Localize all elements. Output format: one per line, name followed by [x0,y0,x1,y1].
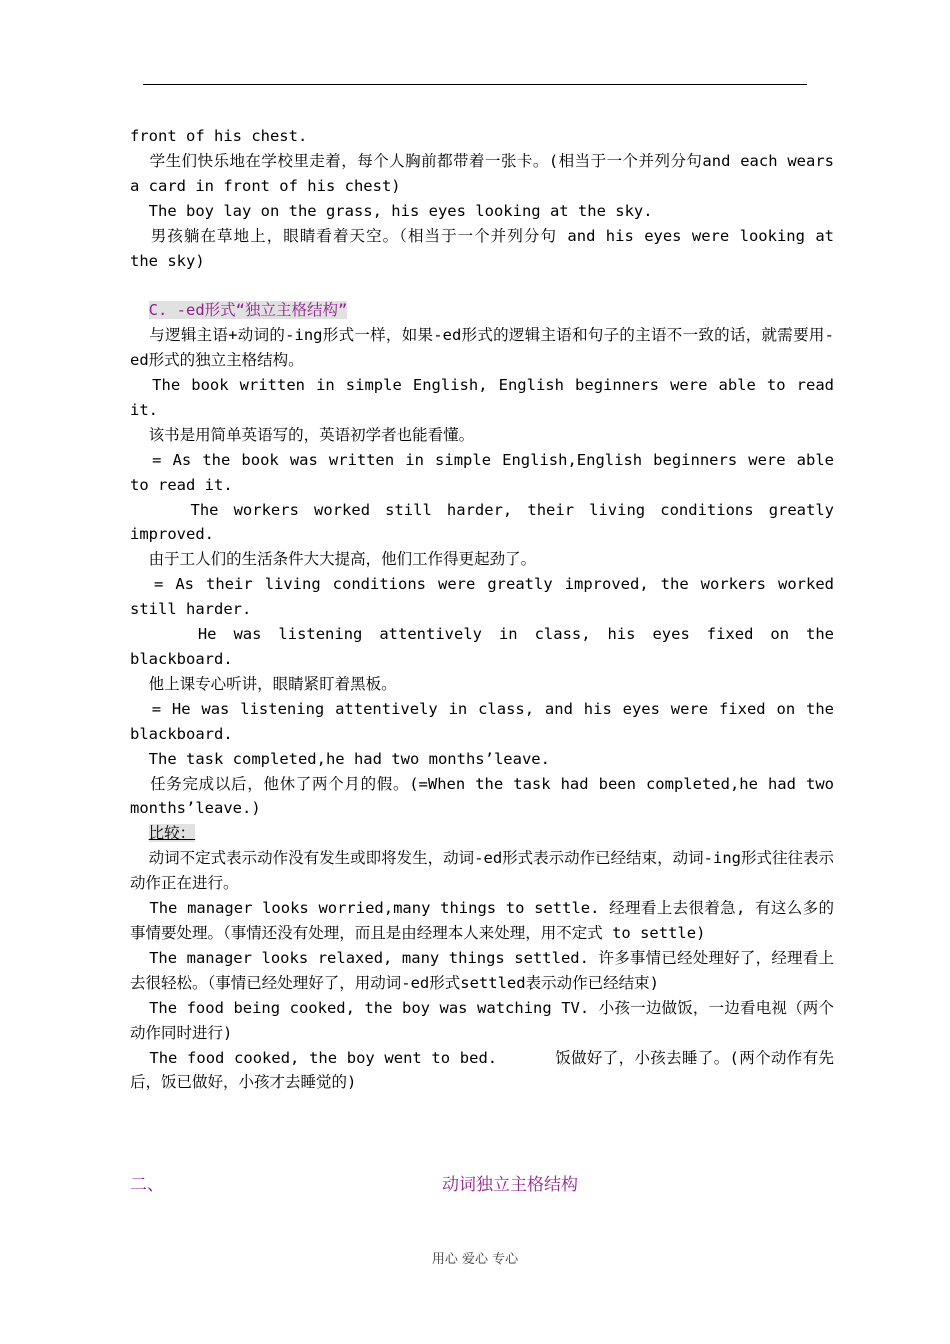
paragraph: 该书是用简单英语写的，英语初学者也能看懂。 [130,425,475,444]
paragraph: = As their living conditions were greatly improved, the workers worked still harder. [130,575,844,619]
paragraph: The food being cooked, the boy was watching TV. 小孩一边做饭，一边看电视（两个动作同时进行) [130,998,834,1042]
paragraph: = He was listening attentively in class, and his eyes were fixed on the blackboard. [130,699,844,743]
blank-line [130,273,834,298]
paragraph: 男孩躺在草地上，眼睛看着天空。（相当于一个并列分句 and his eyes were looking at the sky) [130,226,844,270]
paragraph: 任务完成以后，他休了两个月的假。(=When the task had been completed,he had two months’leave.) [130,774,844,818]
section-c-heading: C. -ed形式“独立主格结构” [148,301,348,320]
section-c-heading-line [130,298,834,323]
paragraph: The food cooked, the boy went to bed. 饭做好了，小孩去睡了。(两个动作有先后，饭已做好，小孩才去睡觉的) [130,1048,834,1092]
paragraph: The task completed,he had two months’leave. [130,749,550,768]
paragraph: front of his chest. [130,127,308,145]
paragraph: 由于工人们的生活条件大大提高，他们工作得更起劲了。 [130,550,537,569]
compare-label-line [130,821,834,846]
section-2-title: 动词独立主格结构 [442,1175,578,1195]
page-footer: 用心 爱心 专心 [431,1252,519,1267]
paragraph: = As the book was written in simple English,English beginners were able to read it. [130,450,844,494]
paragraph: He was listening attentively in class, his eyes fixed on the blackboard. [130,625,844,669]
paragraph: The workers worked still harder, their living conditions greatly improved. [130,500,844,544]
paragraph: The manager looks worried,many things to settle. 经理看上去很着急, 有这么多的事情要处理。（事情还没有处理，而且是由经理本人来处理，用不定式 to settle) [130,899,834,942]
section-2-number: 二、 [130,1175,164,1195]
compare-label: 比较： [148,824,196,843]
paragraph: The book written in simple English, English beginners were able to read it. [130,376,844,419]
paragraph: The boy lay on the grass, his eyes looking at the sky. [130,201,653,220]
paragraph: 他上课专心听讲，眼睛紧盯着黑板。 [130,674,397,693]
paragraph: 与逻辑主语+动词的-ing形式一样，如果-ed形式的逻辑主语和句子的主语不一致的话，就需要用-ed形式的独立主格结构。 [130,326,834,370]
paragraph: 学生们快乐地在学校里走着，每个人胸前都带着一张卡。(相当于一个并列分句and each wears a card in front of his chest) [130,151,844,195]
paragraph: 动词不定式表示动作没有发生或即将发生，动词-ed形式表示动作已经结束，动词-ing形式往往表示动作正在进行。 [130,849,834,893]
header-rule [143,84,807,85]
document-body [130,124,844,1095]
paragraph: The manager looks relaxed, many things settled. 许多事情已经处理好了，经理看上去很轻松。（事情已经处理好了，用动词-ed形式settled表示动作已经结束) [130,948,834,992]
